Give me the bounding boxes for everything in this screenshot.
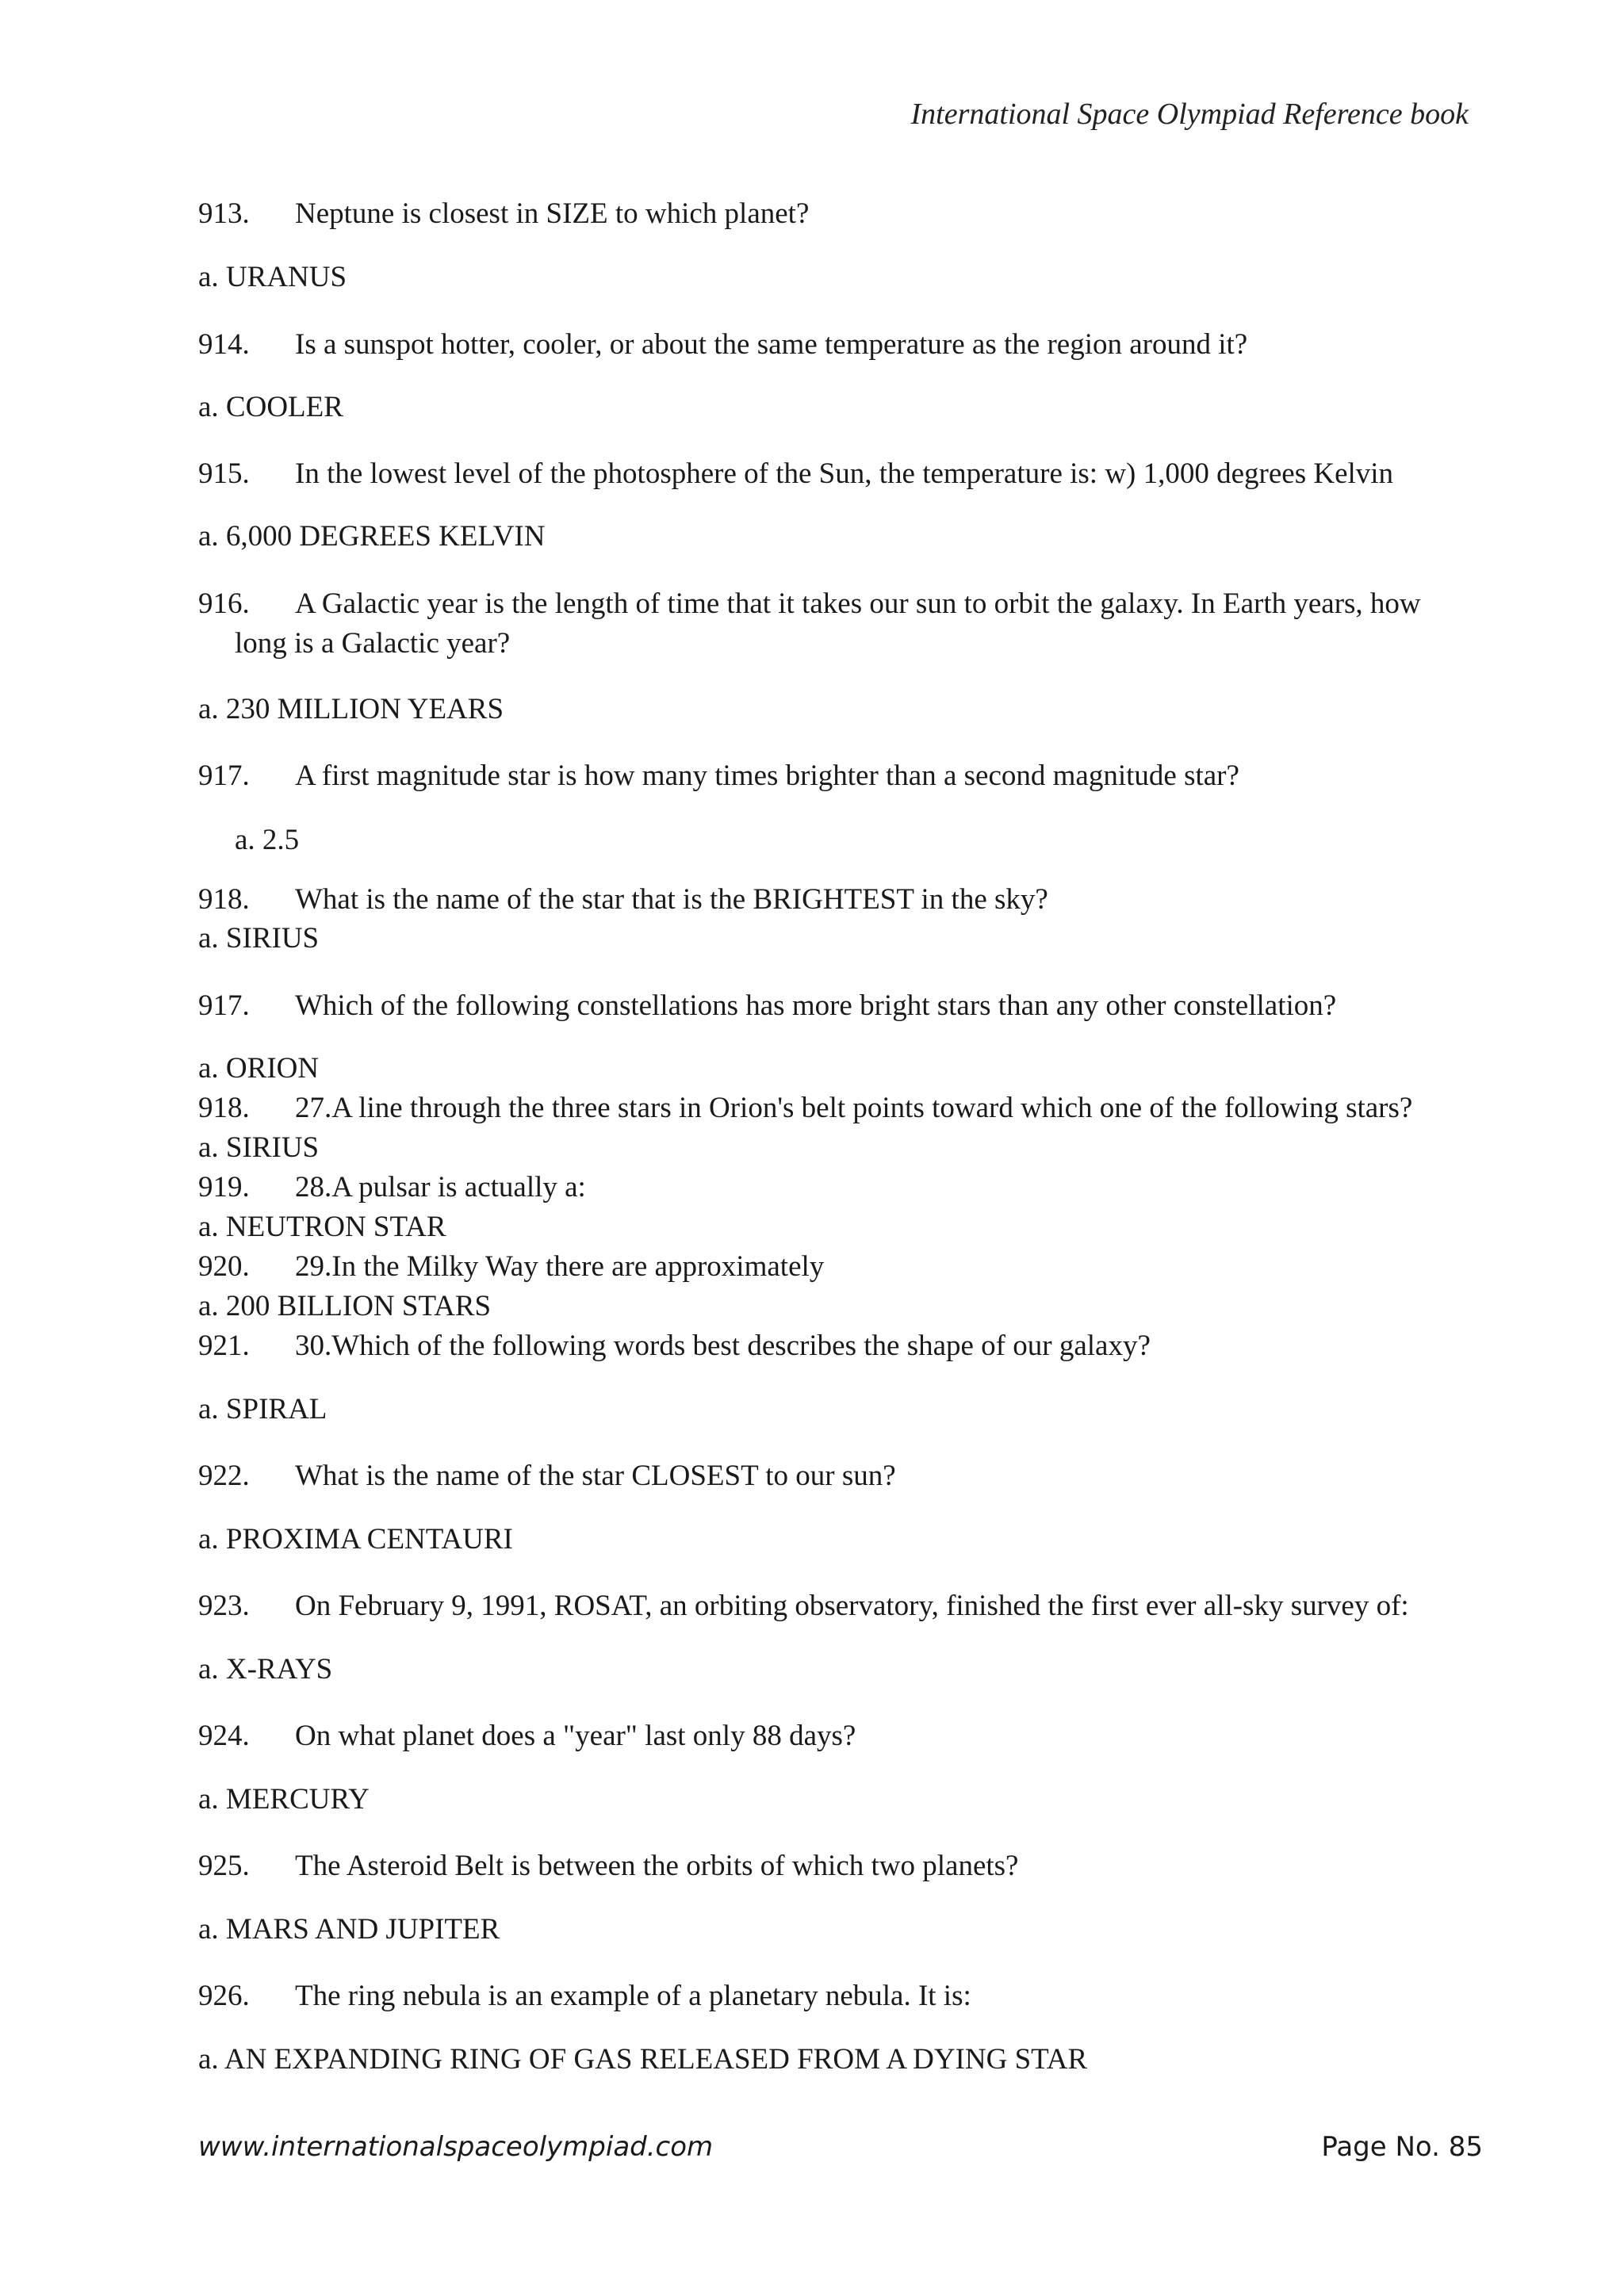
footer-page-number: Page No. 85 bbox=[1321, 2131, 1483, 2163]
question-917b bbox=[198, 987, 1336, 1025]
question-921 bbox=[198, 1327, 1151, 1365]
question-text: On February 9, 1991, ROSAT, an orbiting observatory, finished the first ever all-sky survey of: bbox=[295, 1590, 1409, 1622]
question-text: Is a sunspot hotter, cooler, or about the same temperature as the region around it? bbox=[295, 328, 1248, 361]
question-text: On what planet does a "year" last only 88 days? bbox=[295, 1720, 856, 1752]
page-header-title: International Space Olympiad Reference book bbox=[910, 98, 1469, 131]
question-text: In the lowest level of the photosphere of the Sun, the temperature is: w) 1,000 degrees Kelvin bbox=[295, 457, 1394, 490]
question-number: 923. bbox=[198, 1590, 250, 1622]
answer-920: a. 200 BILLION STARS bbox=[198, 1290, 492, 1322]
question-number: 922. bbox=[198, 1460, 250, 1492]
question-916-continuation: long is a Galactic year? bbox=[235, 627, 511, 660]
answer-914: a. COOLER bbox=[198, 391, 343, 423]
answer-917: a. 2.5 bbox=[235, 824, 300, 856]
question-number: 914. bbox=[198, 328, 250, 361]
question-913 bbox=[198, 195, 809, 233]
answer-916: a. 230 MILLION YEARS bbox=[198, 693, 504, 725]
question-925 bbox=[198, 1847, 1018, 1885]
answer-918: a. SIRIUS bbox=[198, 922, 320, 955]
question-number: 915. bbox=[198, 457, 250, 490]
question-number: 920. bbox=[198, 1250, 250, 1283]
answer-925: a. MARS AND JUPITER bbox=[198, 1913, 500, 1946]
question-919 bbox=[198, 1169, 586, 1207]
question-text: 30.Which of the following words best describes the shape of our galaxy? bbox=[295, 1330, 1151, 1362]
answer-921: a. SPIRAL bbox=[198, 1393, 327, 1425]
answer-919: a. NEUTRON STAR bbox=[198, 1211, 446, 1243]
question-text: The ring nebula is an example of a planetary nebula. It is: bbox=[295, 1980, 971, 2012]
answer-923: a. X-RAYS bbox=[198, 1653, 333, 1686]
question-text: What is the name of the star CLOSEST to our sun? bbox=[295, 1460, 896, 1492]
question-text: Which of the following constellations has more bright stars than any other constellation? bbox=[295, 989, 1337, 1022]
question-926 bbox=[198, 1977, 971, 2015]
question-number: 918. bbox=[198, 883, 250, 916]
question-number: 917. bbox=[198, 760, 250, 792]
question-924 bbox=[198, 1717, 856, 1755]
question-918 bbox=[198, 881, 1048, 919]
question-text: 29.In the Milky Way there are approximately bbox=[295, 1250, 825, 1283]
question-number: 913. bbox=[198, 197, 250, 230]
answer-915: a. 6,000 DEGREES KELVIN bbox=[198, 520, 546, 553]
question-922 bbox=[198, 1457, 896, 1495]
question-text: A Galactic year is the length of time that it takes our sun to orbit the galaxy. In Earth years, how bbox=[295, 587, 1421, 620]
question-text: 28.A pulsar is actually a: bbox=[295, 1171, 586, 1203]
answer-926: a. AN EXPANDING RING OF GAS RELEASED FROM A DYING STAR bbox=[198, 2043, 1088, 2076]
question-text: 27.A line through the three stars in Orion's belt points toward which one of the following stars? bbox=[295, 1092, 1413, 1124]
answer-918b: a. SIRIUS bbox=[198, 1131, 320, 1164]
question-text: What is the name of the star that is the BRIGHTEST in the sky? bbox=[295, 883, 1048, 916]
question-915 bbox=[198, 455, 1393, 493]
question-917 bbox=[198, 757, 1239, 795]
question-text: Neptune is closest in SIZE to which planet? bbox=[295, 197, 810, 230]
question-number: 917. bbox=[198, 989, 250, 1022]
question-text: A first magnitude star is how many times brighter than a second magnitude star? bbox=[295, 760, 1239, 792]
answer-917b: a. ORION bbox=[198, 1052, 320, 1085]
question-number: 916. bbox=[198, 587, 250, 620]
question-number: 918. bbox=[198, 1092, 250, 1124]
question-number: 921. bbox=[198, 1330, 250, 1362]
question-916 bbox=[198, 585, 1421, 623]
answer-913: a. URANUS bbox=[198, 261, 347, 293]
question-number: 924. bbox=[198, 1720, 250, 1752]
footer-website: www.internationalspaceolympiad.com bbox=[198, 2131, 714, 2163]
answer-922: a. PROXIMA CENTAURI bbox=[198, 1523, 513, 1556]
question-text: The Asteroid Belt is between the orbits of which two planets? bbox=[295, 1850, 1019, 1882]
question-914 bbox=[198, 326, 1247, 364]
question-number: 926. bbox=[198, 1980, 250, 2012]
question-923 bbox=[198, 1587, 1409, 1625]
question-number: 919. bbox=[198, 1171, 250, 1203]
answer-924: a. MERCURY bbox=[198, 1783, 370, 1816]
question-920 bbox=[198, 1248, 824, 1286]
question-number: 925. bbox=[198, 1850, 250, 1882]
question-918b bbox=[198, 1089, 1412, 1127]
